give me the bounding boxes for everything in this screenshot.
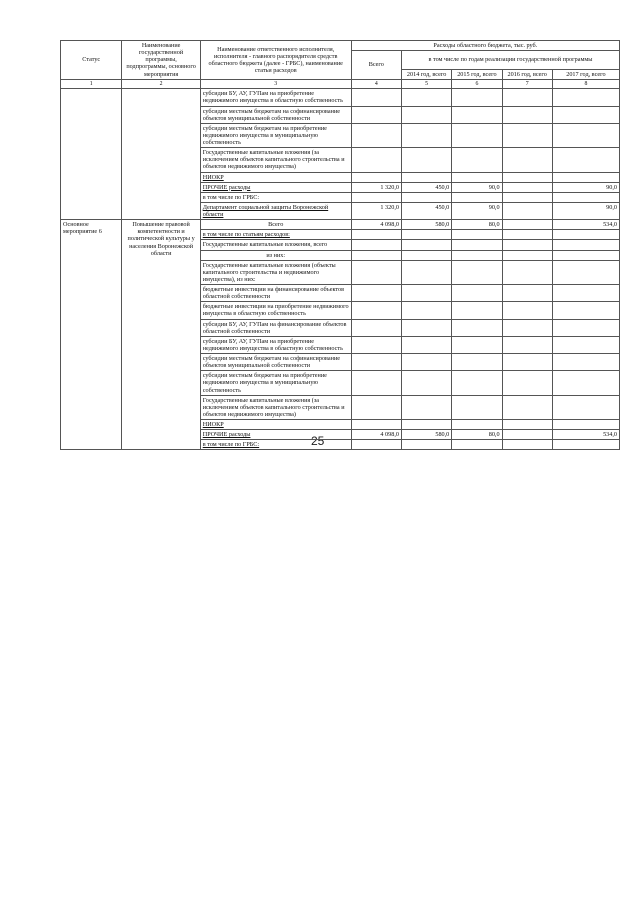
value-y2014: 450,0 — [401, 202, 451, 219]
value-y2017 — [552, 192, 619, 202]
value-y2016 — [502, 420, 552, 430]
value-y2014 — [401, 336, 451, 353]
value-y2016 — [502, 192, 552, 202]
value-y2016 — [502, 285, 552, 302]
value-y2014 — [401, 420, 451, 430]
value-total — [351, 302, 401, 319]
col-index: 1 — [61, 79, 122, 89]
value-y2015 — [452, 123, 502, 147]
value-y2015: 80,0 — [452, 430, 502, 440]
value-y2017 — [552, 172, 619, 182]
value-y2014 — [401, 172, 451, 182]
value-y2017 — [552, 395, 619, 419]
col-index: 4 — [351, 79, 401, 89]
header-total: Всего — [351, 51, 401, 80]
value-y2014 — [401, 285, 451, 302]
header-2015: 2015 год, всего — [452, 69, 502, 79]
value-y2015 — [452, 240, 502, 250]
expense-item-label: в том числе по ГРБС: — [200, 192, 351, 202]
value-y2016 — [502, 260, 552, 284]
value-y2014 — [401, 319, 451, 336]
expense-item-label: из них: — [200, 250, 351, 260]
value-y2017 — [552, 260, 619, 284]
value-y2015: 90,0 — [452, 182, 502, 192]
value-y2017 — [552, 420, 619, 430]
value-y2016 — [502, 240, 552, 250]
status-cell: Основное мероприятие 6 — [61, 220, 122, 450]
value-y2015 — [452, 371, 502, 395]
value-y2014 — [401, 123, 451, 147]
value-y2016 — [502, 395, 552, 419]
value-y2017 — [552, 302, 619, 319]
col-index: 7 — [502, 79, 552, 89]
value-y2015 — [452, 192, 502, 202]
value-y2015 — [452, 354, 502, 371]
value-y2015 — [452, 336, 502, 353]
program-cell: Повышение правовой компетентности и политической культуры у населения Воронежской области — [122, 220, 200, 450]
value-y2015 — [452, 285, 502, 302]
value-y2015: 80,0 — [452, 220, 502, 230]
expense-item-label: Государственные капитальные вложения, всего — [200, 240, 351, 250]
col-index: 8 — [552, 79, 619, 89]
value-y2014 — [401, 302, 451, 319]
value-y2015: 90,0 — [452, 202, 502, 219]
value-total — [351, 260, 401, 284]
value-y2016 — [502, 202, 552, 219]
value-total — [351, 420, 401, 430]
expense-item-label: субсидии БУ, АУ, ГУПам на приобретение недвижимого имущества в областную собственность — [200, 336, 351, 353]
header-executor: Наименование ответственного исполнителя, исполнителя - главного распорядителя средств областного бюджета (далее - ГРБС), наименование статьи расходов — [200, 41, 351, 80]
value-y2015 — [452, 302, 502, 319]
value-y2017 — [552, 336, 619, 353]
value-y2014 — [401, 148, 451, 172]
header-program-name: Наименование государственной программы, подпрограммы, основного мероприятия — [122, 41, 200, 80]
program-cell — [122, 89, 200, 220]
value-total: 1 320,0 — [351, 202, 401, 219]
expense-item-label: бюджетные инвестиции на финансирование объектов областной собственности — [200, 285, 351, 302]
value-y2014 — [401, 106, 451, 123]
expense-item-label: субсидии местным бюджетам на приобретение недвижимого имущества в муниципальную собственность — [200, 123, 351, 147]
value-total — [351, 123, 401, 147]
value-y2017 — [552, 440, 619, 450]
value-y2016 — [502, 354, 552, 371]
value-total — [351, 192, 401, 202]
expense-item-label: бюджетные инвестиции на приобретение недвижимого имущества в областную собственность — [200, 302, 351, 319]
table-row — [61, 220, 620, 230]
value-y2014 — [401, 230, 451, 240]
value-y2016 — [502, 371, 552, 395]
value-total — [351, 172, 401, 182]
page-number: 25 — [311, 434, 325, 448]
value-y2017 — [552, 123, 619, 147]
value-y2014: 580,0 — [401, 220, 451, 230]
col-index: 3 — [200, 79, 351, 89]
expense-item-label: ПРОЧИЕ расходы — [200, 430, 351, 440]
value-total — [351, 354, 401, 371]
value-y2016 — [502, 250, 552, 260]
col-index: 2 — [122, 79, 200, 89]
value-y2017 — [552, 106, 619, 123]
value-y2016 — [502, 336, 552, 353]
table-row — [61, 89, 620, 106]
value-y2016 — [502, 106, 552, 123]
value-y2014: 580,0 — [401, 430, 451, 440]
expense-item-label: НИОКР — [200, 420, 351, 430]
value-y2015 — [452, 148, 502, 172]
col-index: 6 — [452, 79, 502, 89]
value-y2015 — [452, 89, 502, 106]
value-y2016 — [502, 220, 552, 230]
value-total — [351, 319, 401, 336]
value-y2015 — [452, 106, 502, 123]
value-total: 4 098,0 — [351, 430, 401, 440]
expense-item-label: НИОКР — [200, 172, 351, 182]
value-y2017: 534,0 — [552, 430, 619, 440]
value-total — [351, 395, 401, 419]
value-y2017 — [552, 371, 619, 395]
value-y2015 — [452, 440, 502, 450]
budget-table — [60, 40, 620, 450]
value-y2017 — [552, 319, 619, 336]
value-total — [351, 148, 401, 172]
header-2016: 2016 год, всего — [502, 69, 552, 79]
expense-item-label: субсидии местным бюджетам на софинансирование объектов муниципальной собственности — [200, 354, 351, 371]
value-y2014 — [401, 89, 451, 106]
value-total — [351, 440, 401, 450]
value-y2017 — [552, 240, 619, 250]
value-y2017: 90,0 — [552, 202, 619, 219]
value-y2014 — [401, 260, 451, 284]
value-y2016 — [502, 89, 552, 106]
expense-item-label: Государственные капитальные вложения (за исключением объектов капитального строительства и объектов недвижимого имущества) — [200, 148, 351, 172]
value-y2017: 90,0 — [552, 182, 619, 192]
value-y2016 — [502, 172, 552, 182]
value-y2015 — [452, 172, 502, 182]
expense-item-label: в том числе по ГРБС: — [200, 440, 351, 450]
value-y2016 — [502, 319, 552, 336]
expense-item-label: в том числе по статьям расходов: — [200, 230, 351, 240]
value-y2014 — [401, 192, 451, 202]
header-expenses-group: Расходы областного бюджета, тыс. руб. — [351, 41, 619, 51]
value-total — [351, 89, 401, 106]
value-y2015 — [452, 420, 502, 430]
header-per-year: в том числе по годам реализации государственной программы — [401, 51, 619, 69]
value-total — [351, 285, 401, 302]
value-y2015 — [452, 319, 502, 336]
expense-item-label: Государственные капитальные вложения (объекты капитального строительства и недвижимого имущества), из них: — [200, 260, 351, 284]
expense-item-label: субсидии БУ, АУ, ГУПам на финансирование объектов областной собственности — [200, 319, 351, 336]
value-y2014: 450,0 — [401, 182, 451, 192]
header-row-1 — [61, 41, 620, 51]
value-y2014 — [401, 395, 451, 419]
col-index: 5 — [401, 79, 451, 89]
expense-item-label: субсидии местным бюджетам на софинансирование объектов муниципальной собственности — [200, 106, 351, 123]
value-total — [351, 106, 401, 123]
value-y2014 — [401, 250, 451, 260]
value-total — [351, 240, 401, 250]
header-status: Статус — [61, 41, 122, 80]
value-y2014 — [401, 371, 451, 395]
budget-table-container — [60, 40, 620, 860]
block2-body — [61, 220, 620, 450]
column-index-row — [61, 79, 620, 89]
value-y2014 — [401, 240, 451, 250]
value-y2017 — [552, 230, 619, 240]
value-y2015 — [452, 260, 502, 284]
value-total — [351, 230, 401, 240]
value-y2017 — [552, 250, 619, 260]
value-y2016 — [502, 123, 552, 147]
value-total: 1 320,0 — [351, 182, 401, 192]
value-total — [351, 371, 401, 395]
value-total — [351, 336, 401, 353]
expense-item-label: субсидии местным бюджетам на приобретение недвижимого имущества в муниципальную собственность — [200, 371, 351, 395]
value-y2016 — [502, 148, 552, 172]
value-y2015 — [452, 250, 502, 260]
value-total — [351, 250, 401, 260]
value-y2015 — [452, 395, 502, 419]
value-y2016 — [502, 182, 552, 192]
block1-body — [61, 89, 620, 220]
status-cell — [61, 89, 122, 220]
value-y2015 — [452, 230, 502, 240]
value-y2016 — [502, 230, 552, 240]
value-y2016 — [502, 302, 552, 319]
value-y2014 — [401, 354, 451, 371]
value-y2017 — [552, 285, 619, 302]
value-total: 4 098,0 — [351, 220, 401, 230]
header-2017: 2017 год, всего — [552, 69, 619, 79]
value-y2017 — [552, 148, 619, 172]
header-2014: 2014 год, всего — [401, 69, 451, 79]
value-y2017 — [552, 89, 619, 106]
expense-item-label: Всего — [200, 220, 351, 230]
expense-item-label: Государственные капитальные вложения (за исключением объектов капитального строительства и объектов недвижимого имущества) — [200, 395, 351, 419]
value-y2016 — [502, 430, 552, 440]
expense-item-label: Департамент социальной защиты Воронежской области — [200, 202, 351, 219]
expense-item-label: ПРОЧИЕ расходы — [200, 182, 351, 192]
value-y2017: 534,0 — [552, 220, 619, 230]
value-y2014 — [401, 440, 451, 450]
value-y2016 — [502, 440, 552, 450]
value-y2017 — [552, 354, 619, 371]
expense-item-label: субсидии БУ, АУ, ГУПам на приобретение недвижимого имущества в областную собственность — [200, 89, 351, 106]
